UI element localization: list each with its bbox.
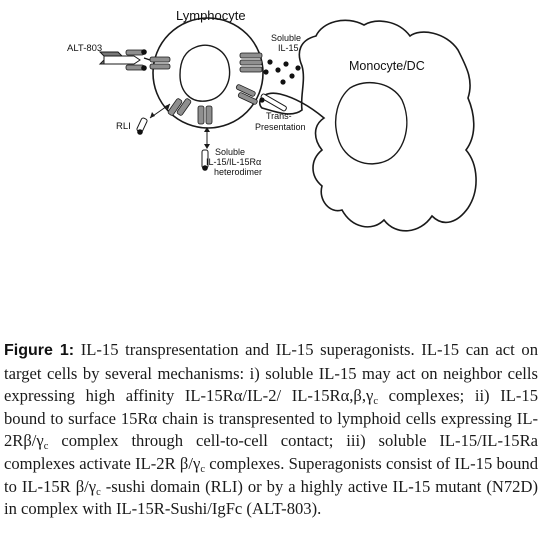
alt803-complex xyxy=(100,49,150,71)
label-heterodimer-line3: heterodimer xyxy=(214,167,263,177)
caption-text-5: -sushi domain (RLI) or by a highly active IL-15 mutant (N72D) in complex with IL-15R-Sushi/IgFc (ALT-803). xyxy=(4,476,538,519)
caption-text-4: complexes. Superagonists consist of IL-15 bound to IL-15R β/γ xyxy=(4,453,539,496)
soluble-il15-dots xyxy=(263,59,300,84)
label-soluble-il15-line2: IL-15 xyxy=(278,43,299,53)
label-monocyte-dc: Monocyte/DC xyxy=(349,59,425,73)
caption-subscript-1: c xyxy=(373,396,379,408)
label-trans-line2: Presentation xyxy=(255,122,306,132)
label-soluble-il15-line1: Soluble xyxy=(271,33,302,43)
caption-subscript-2: c xyxy=(43,441,49,453)
figure-caption xyxy=(4,339,538,521)
caption-text-3: complex through cell-to-cell contact; iii) soluble IL-15/IL-15Ra complexes activate IL-2R β/γ xyxy=(4,431,538,473)
caption-text-2: complexes; ii) IL-15 bound to surface 15Rα chain is transpresented to lymphoid cells expressing IL-2Rβ/γ xyxy=(4,386,538,451)
caption-text-1: IL-15 transpresentation and IL-15 superagonists. IL-15 can act on target cells by several mechanisms: i) soluble IL-15 may act on neighbor cells expressing high affinity IL-15Rα/IL-2/ IL-15Rα,β,γ xyxy=(4,340,538,406)
label-heterodimer-line1: Soluble xyxy=(215,147,246,157)
label-rli: RLI xyxy=(116,121,131,132)
label-lymphocyte: Lymphocyte xyxy=(176,8,246,23)
caption-lead: Figure 1: xyxy=(4,342,75,359)
caption-subscript-3: c xyxy=(200,463,205,475)
label-heterodimer-line2: IL-15/IL-15Rα xyxy=(206,157,262,167)
label-trans-line1: Trans- xyxy=(266,111,292,121)
rli-molecule xyxy=(136,104,170,135)
caption-subscript-4: c xyxy=(96,486,101,498)
label-alt803: ALT-803 xyxy=(67,43,103,54)
